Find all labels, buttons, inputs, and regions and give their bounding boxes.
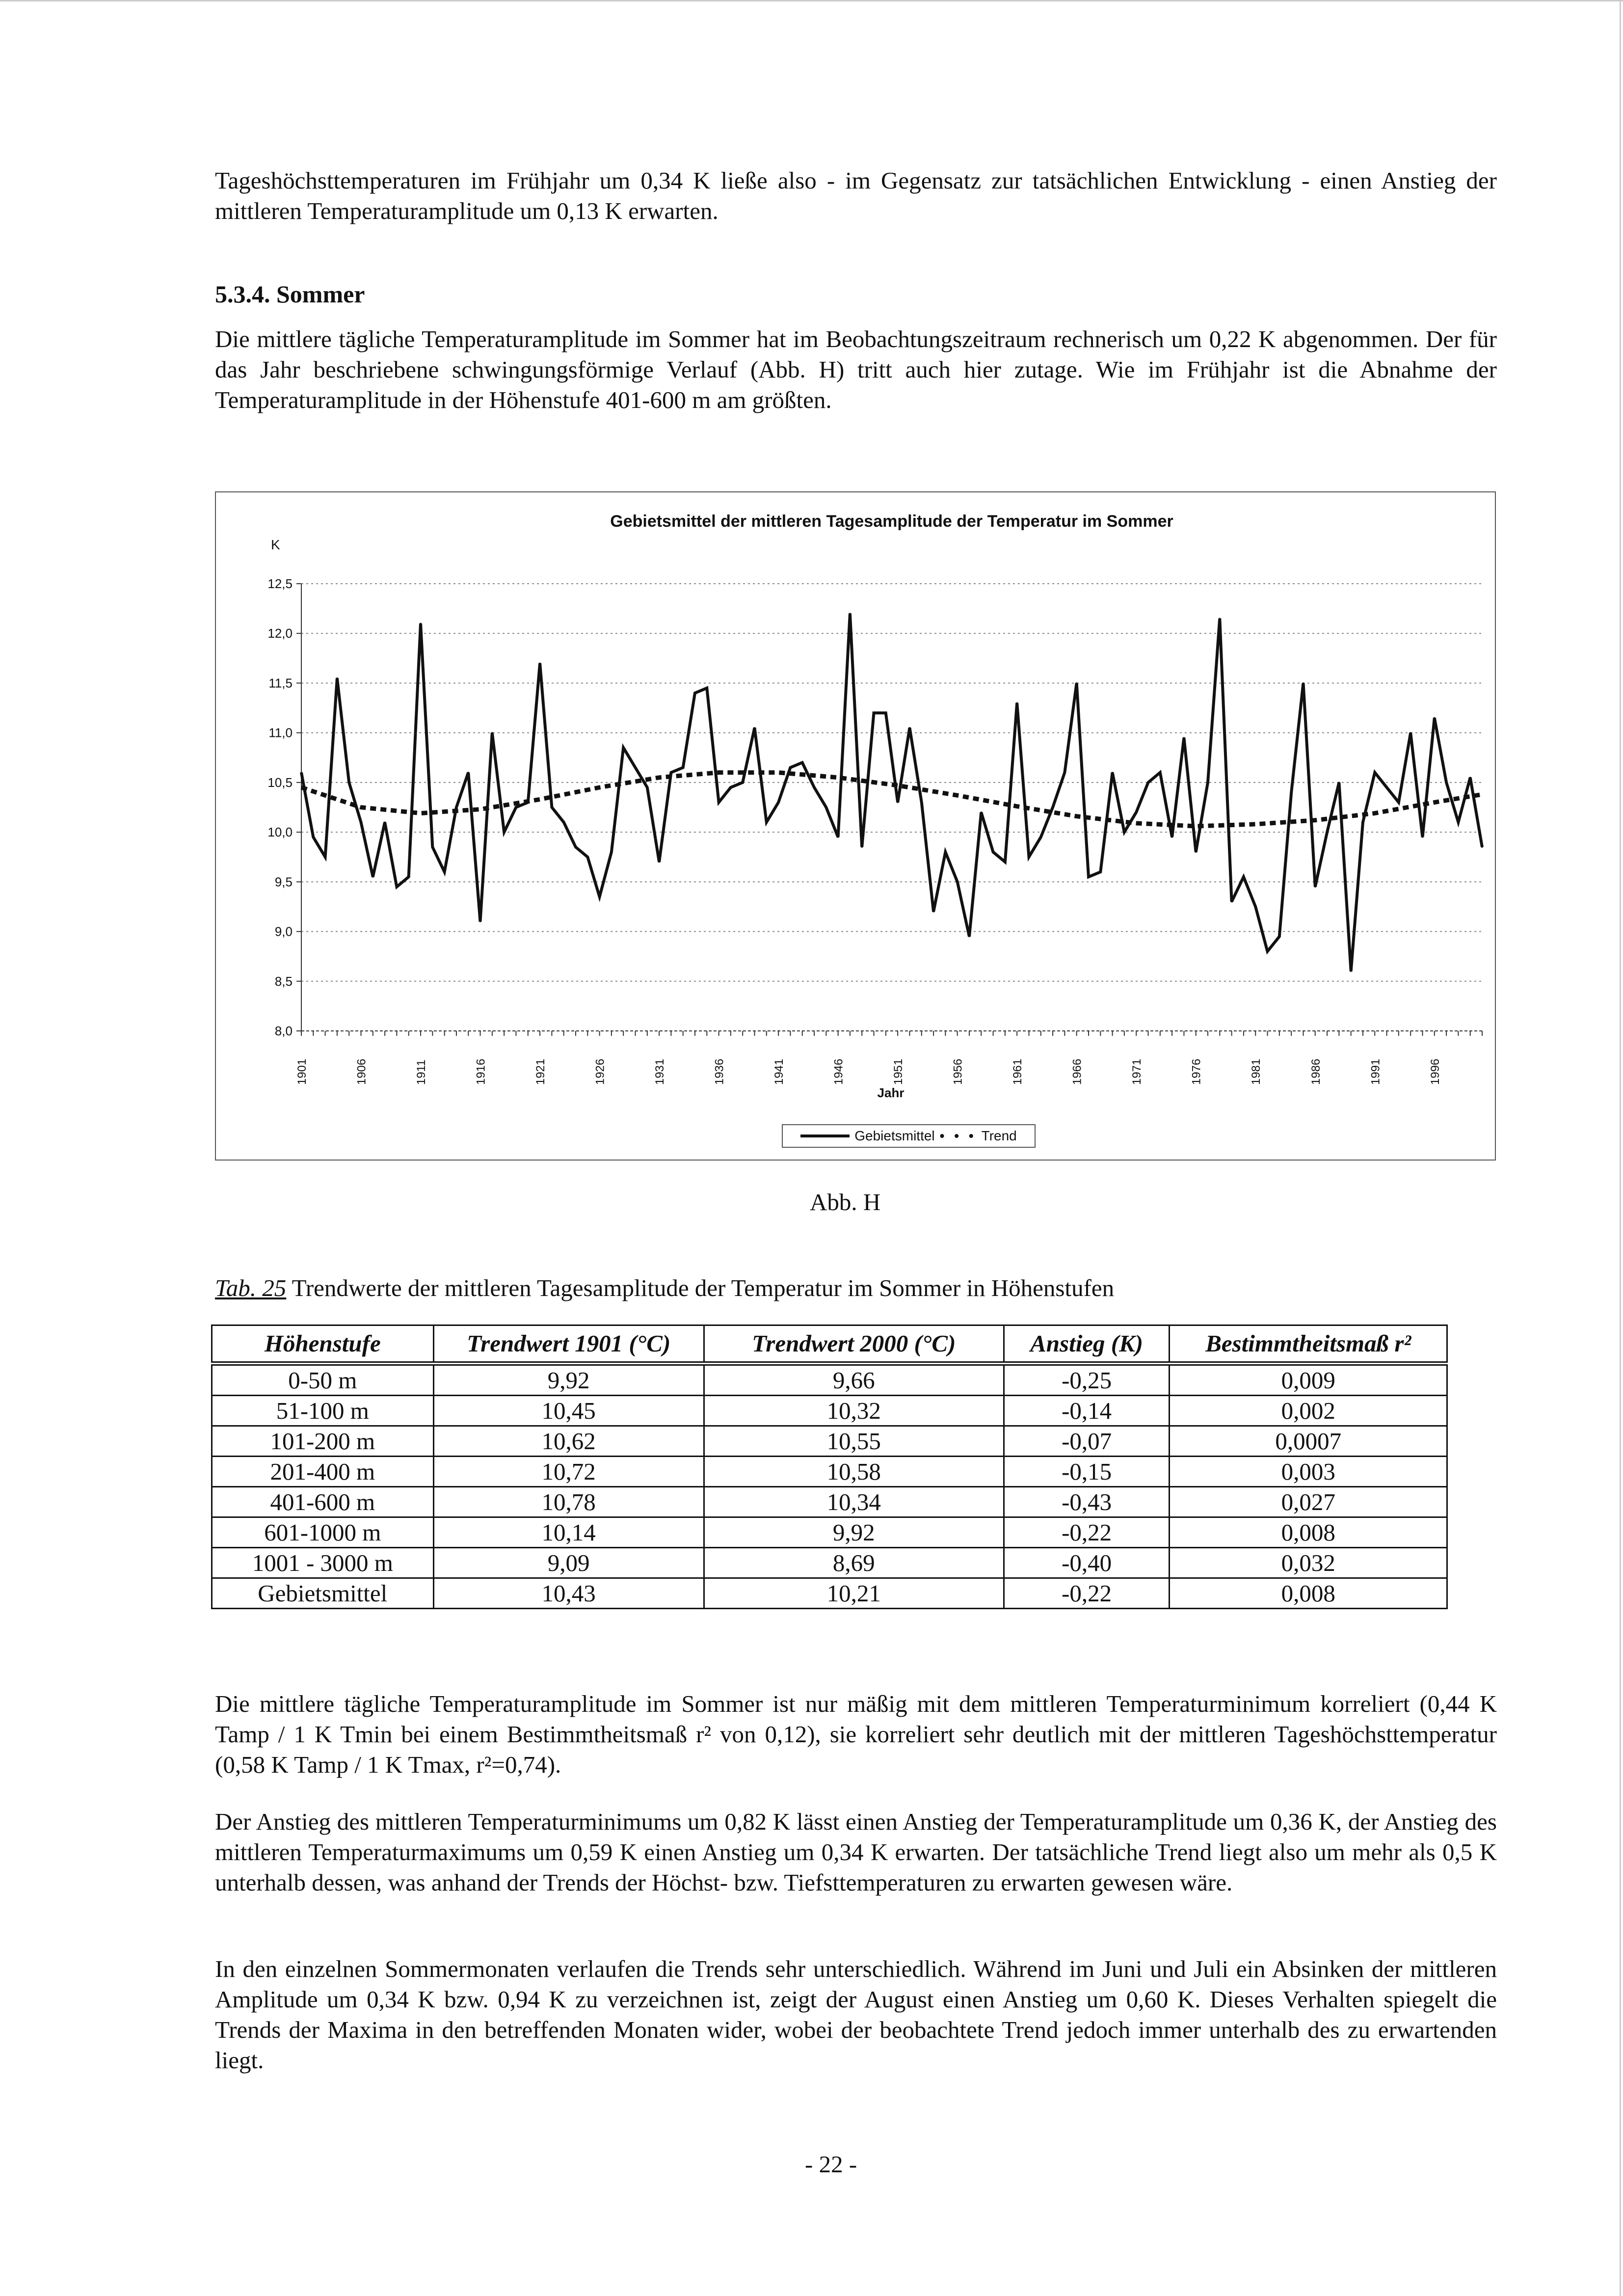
data-point: [1112, 772, 1113, 773]
data-point: [1422, 837, 1423, 838]
data-point: [873, 712, 875, 714]
table-cell: 401-600 m: [212, 1487, 434, 1517]
data-point: [861, 846, 863, 848]
header-trend-2000: Trendwert 2000 (°C): [704, 1325, 1004, 1364]
header-hoehenstufe: Höhenstufe: [212, 1325, 434, 1364]
data-point: [754, 727, 755, 729]
data-point: [885, 712, 886, 714]
legend-swatch-gebietsmittel: [800, 1134, 850, 1137]
data-point: [849, 613, 851, 614]
x-axis-label: Jahr: [877, 1085, 905, 1100]
table-row: [212, 1364, 1447, 1396]
paragraph-monthly-trends: In den einzelnen Sommermonaten verlaufen die Trends sehr unterschiedlich. Während im Juni und Juli ein Absinken der mittleren Amplitude um 0,34 K bzw. 0,94 K zu verzeichnen ist, zeigt der August einen Anstieg um 0,60 K. Dieses Verhalten spiegelt die Trends der Maxima in den betreffenden Monaten wider, wobei der beobachtete Trend jedoch immer unterhalb des zu erwartenden liegt.: [215, 1955, 1497, 2074]
data-point: [1159, 772, 1161, 773]
x-tick-label: 1906: [355, 1058, 369, 1085]
table-cell: 1001 - 3000 m: [212, 1548, 434, 1578]
data-point: [1243, 876, 1244, 878]
x-tick-label: 1996: [1428, 1058, 1442, 1085]
table-cell: -0,22: [1004, 1578, 1170, 1609]
data-point: [992, 851, 994, 853]
data-point: [814, 787, 815, 788]
table-cell: -0,15: [1004, 1457, 1170, 1487]
data-point: [1410, 732, 1411, 733]
data-point: [897, 802, 899, 803]
x-tick-label: 1966: [1070, 1058, 1084, 1085]
table-cell: -0,40: [1004, 1548, 1170, 1578]
data-point: [730, 787, 731, 788]
table-cell: 201-400 m: [212, 1457, 434, 1487]
header-anstieg: Anstieg (K): [1004, 1325, 1170, 1364]
chart-title: Gebietsmittel der mittleren Tagesamplitude der Temperatur im Sommer: [610, 512, 1173, 531]
x-tick-label: 1936: [713, 1058, 726, 1085]
table-cell: 0,008: [1170, 1578, 1447, 1609]
data-point: [825, 807, 827, 808]
x-tick-label: 1976: [1190, 1058, 1203, 1085]
data-point: [1434, 717, 1435, 719]
table-cell: 0,032: [1170, 1548, 1447, 1578]
table-cell: 10,14: [433, 1517, 704, 1548]
data-point: [694, 692, 696, 694]
data-point: [1136, 811, 1137, 813]
page-edge-top: [0, 0, 1623, 1]
data-point: [1231, 901, 1232, 902]
data-point: [1100, 871, 1101, 873]
table-caption-ref: Tab. 25: [215, 1274, 287, 1301]
header-trend-1901: Trendwert 1901 (°C): [433, 1325, 704, 1364]
data-point: [491, 732, 493, 733]
y-tick-label: 11,5: [268, 675, 293, 691]
x-tick-label: 1931: [653, 1058, 667, 1085]
data-point: [635, 767, 636, 768]
x-tick-label: 1981: [1250, 1058, 1263, 1085]
y-tick-label: 8,5: [274, 973, 293, 989]
table-cell: -0,22: [1004, 1517, 1170, 1548]
table-cell: 101-200 m: [212, 1426, 434, 1457]
legend-label-gebietsmittel: Gebietsmittel: [854, 1128, 935, 1143]
header-bestimmtheitsmass: Bestimmtheitsmaß r²: [1170, 1325, 1447, 1364]
table-row: [212, 1426, 1447, 1457]
table-cell: 10,45: [433, 1396, 704, 1426]
data-point: [455, 807, 457, 808]
table-cell: 9,92: [704, 1517, 1004, 1548]
data-point: [1052, 807, 1054, 808]
table-caption-text: Trendwerte der mittleren Tagesamplitude der Temperatur im Sommer in Höhenstufen: [286, 1274, 1115, 1301]
table-row: [212, 1396, 1447, 1426]
table-cell: 0,0007: [1170, 1426, 1447, 1457]
data-point: [336, 677, 338, 679]
figure-caption: Abb. H: [810, 1189, 881, 1216]
data-point: [1398, 802, 1399, 803]
data-point: [1303, 682, 1304, 684]
data-point: [1195, 851, 1197, 853]
x-tick-label: 1961: [1011, 1058, 1025, 1085]
x-tick-label: 1956: [951, 1058, 965, 1085]
data-point: [551, 807, 553, 808]
data-point: [968, 936, 970, 937]
table-row: [212, 1517, 1447, 1548]
data-point: [957, 881, 958, 883]
data-point: [1458, 821, 1459, 823]
table-cell: -0,07: [1004, 1426, 1170, 1457]
table-cell: 51-100 m: [212, 1396, 434, 1426]
data-point: [420, 622, 422, 624]
data-point: [1040, 837, 1041, 838]
section-paragraph: Die mittlere tägliche Temperaturamplitude im Sommer hat im Beobachtungszeitraum rechnerisch um 0,22 K abgenommen. Der für das Jahr beschriebene schwingungsförmige Verlauf (Abb. H) tritt auch hier zutage. Wie im Frühjahr ist die Abnahme der Temperaturamplitude in der Höhenstufe 401-600 m am größten.: [215, 325, 1497, 413]
data-point: [504, 832, 505, 833]
data-point: [1255, 906, 1256, 907]
data-point: [1446, 782, 1447, 783]
table-cell: Gebietsmittel: [212, 1578, 434, 1609]
table-cell: -0,25: [1004, 1364, 1170, 1396]
x-tick-label: 1991: [1369, 1058, 1383, 1085]
data-point: [659, 861, 660, 863]
chart-legend: [782, 1124, 1036, 1148]
line-chart: [216, 492, 1495, 1160]
data-point: [384, 821, 386, 823]
data-point: [611, 851, 612, 853]
data-point: [313, 837, 314, 838]
data-point: [372, 876, 373, 878]
y-tick-label: 8,0: [274, 1024, 293, 1038]
data-point: [646, 787, 648, 788]
series-line-gebietsmittel: [301, 614, 1482, 972]
table-cell: 10,72: [433, 1457, 704, 1487]
x-tick-label: 1926: [593, 1058, 607, 1085]
y-tick-label: 11,0: [268, 725, 293, 740]
table-cell: 0,027: [1170, 1487, 1447, 1517]
data-point: [945, 851, 946, 853]
data-point: [1219, 618, 1221, 619]
legend-label-trend: Trend: [981, 1128, 1017, 1143]
data-table: [211, 1324, 1448, 1609]
y-tick-label: 9,5: [274, 874, 293, 890]
y-tick-label: 10,5: [267, 775, 293, 790]
table-cell: 0,008: [1170, 1517, 1447, 1548]
data-point: [706, 687, 708, 689]
table-row: [212, 1487, 1447, 1517]
data-point: [444, 871, 445, 873]
x-tick-label: 1901: [295, 1058, 309, 1085]
x-tick-label: 1916: [474, 1058, 488, 1085]
data-point: [396, 886, 398, 888]
page-number: - 22 -: [805, 2151, 857, 2178]
table-row: [212, 1457, 1447, 1487]
data-point: [718, 802, 719, 803]
data-point: [1314, 886, 1316, 888]
paragraph-expected-trend: Der Anstieg des mittleren Temperaturminimums um 0,82 K lässt einen Anstieg der Temperaturamplitude um 0,36 K, der Anstieg des mittleren Temperaturmaximums um 0,59 K einen Anstieg um 0,34 K erwarten. Der tatsächliche Trend liegt also um mehr als 0,5 K unterhalb dessen, was anhand der Trends der Höchst- bzw. Tiefsttemperaturen zu erwarten gewesen wäre.: [215, 1808, 1497, 1896]
data-point: [1362, 821, 1363, 823]
data-point: [1171, 837, 1173, 838]
y-tick-label: 12,0: [267, 626, 293, 641]
table-cell: 0,003: [1170, 1457, 1447, 1487]
data-point: [1028, 856, 1030, 858]
data-point: [1183, 737, 1185, 738]
data-point: [1338, 782, 1340, 783]
data-point: [933, 911, 934, 913]
table-cell: 8,69: [704, 1548, 1004, 1578]
x-tick-label: 1986: [1309, 1058, 1323, 1085]
data-point: [1207, 782, 1209, 783]
y-tick-label: 9,0: [274, 924, 293, 939]
data-point: [515, 807, 517, 808]
data-point: [539, 662, 541, 664]
y-tick-label: 10,0: [267, 825, 293, 840]
data-point: [301, 772, 302, 773]
data-point: [599, 896, 600, 897]
table-cell: 10,62: [433, 1426, 704, 1457]
data-point: [1350, 971, 1352, 972]
data-point: [801, 762, 803, 763]
table-cell: 0-50 m: [212, 1364, 434, 1396]
data-point: [575, 846, 576, 848]
table-caption: [215, 1274, 1114, 1302]
data-point: [1147, 782, 1149, 783]
table-cell: 0,009: [1170, 1364, 1447, 1396]
data-point: [1327, 832, 1328, 833]
data-point: [1469, 777, 1471, 778]
data-point: [1374, 772, 1376, 773]
data-point: [682, 767, 684, 768]
data-point: [432, 846, 433, 848]
x-tick-label: 1911: [415, 1059, 428, 1085]
data-point: [742, 782, 744, 783]
table-cell: -0,43: [1004, 1487, 1170, 1517]
table-cell: 9,66: [704, 1364, 1004, 1396]
data-point: [909, 727, 910, 729]
table-cell: 10,34: [704, 1487, 1004, 1517]
data-point: [1088, 876, 1090, 878]
data-point: [778, 802, 779, 803]
table-cell: 10,58: [704, 1457, 1004, 1487]
data-point: [324, 856, 326, 858]
table-cell: 10,78: [433, 1487, 704, 1517]
data-point: [1386, 787, 1387, 788]
data-point: [360, 821, 362, 823]
table-cell: 9,09: [433, 1548, 704, 1578]
page-edge-right: [1620, 0, 1621, 2296]
data-point: [790, 767, 791, 768]
data-point: [1004, 861, 1006, 863]
table-header-row: [212, 1325, 1447, 1364]
series-line-trend: [301, 773, 1482, 826]
data-point: [670, 772, 672, 773]
table-cell: 10,21: [704, 1578, 1004, 1609]
table-cell: 601-1000 m: [212, 1517, 434, 1548]
data-point: [623, 747, 624, 749]
data-point: [837, 837, 839, 838]
intro-paragraph: Tageshöchsttemperaturen im Frühjahr um 0,34 K ließe also - im Gegensatz zur tatsächlichen Entwicklung - einen Anstieg der mittleren Temperaturamplitude um 0,13 K erwarten.: [215, 167, 1497, 224]
table-cell: -0,14: [1004, 1396, 1170, 1426]
data-point: [766, 821, 767, 823]
data-point: [1076, 682, 1077, 684]
data-point: [348, 782, 350, 783]
table-cell: 10,43: [433, 1578, 704, 1609]
data-point: [981, 811, 982, 813]
data-point: [1064, 772, 1065, 773]
chart-frame: [215, 491, 1496, 1161]
x-tick-label: 1951: [892, 1058, 905, 1085]
y-axis-label: K: [271, 537, 280, 552]
data-point: [921, 802, 922, 803]
x-tick-label: 1941: [772, 1058, 786, 1085]
data-point: [468, 772, 469, 773]
data-point: [1123, 832, 1125, 833]
section-heading: 5.3.4. Sommer: [215, 280, 365, 308]
x-tick-label: 1921: [534, 1058, 548, 1085]
legend-swatch-trend: • • •: [939, 1128, 977, 1143]
data-point: [479, 921, 481, 922]
table-cell: 0,002: [1170, 1396, 1447, 1426]
table-cell: 9,92: [433, 1364, 704, 1396]
data-point: [1267, 951, 1268, 952]
data-point: [563, 821, 564, 823]
data-point: [587, 856, 588, 858]
data-point: [1482, 846, 1483, 848]
table-cell: 10,55: [704, 1426, 1004, 1457]
table-cell: 10,32: [704, 1396, 1004, 1426]
paragraph-correlation: Die mittlere tägliche Temperaturamplitude im Sommer ist nur mäßig mit dem mittleren Temperaturminimum korreliert (0,44 K Tamp / 1 K Tmin bei einem Bestimmtheitsmaß r² von 0,12), sie korreliert sehr deutlich mit der mittleren Tageshöchsttemperatur (0,58 K Tamp / 1 K Tmax, r²=0,74).: [215, 1690, 1497, 1778]
data-point: [1291, 792, 1292, 793]
table-row: [212, 1578, 1447, 1609]
data-point: [1278, 936, 1280, 937]
table-row: [212, 1548, 1447, 1578]
data-point: [1016, 702, 1018, 703]
data-point: [408, 876, 409, 878]
y-tick-label: 12,5: [267, 576, 293, 591]
x-tick-label: 1971: [1130, 1058, 1144, 1085]
x-tick-label: 1946: [832, 1058, 846, 1085]
